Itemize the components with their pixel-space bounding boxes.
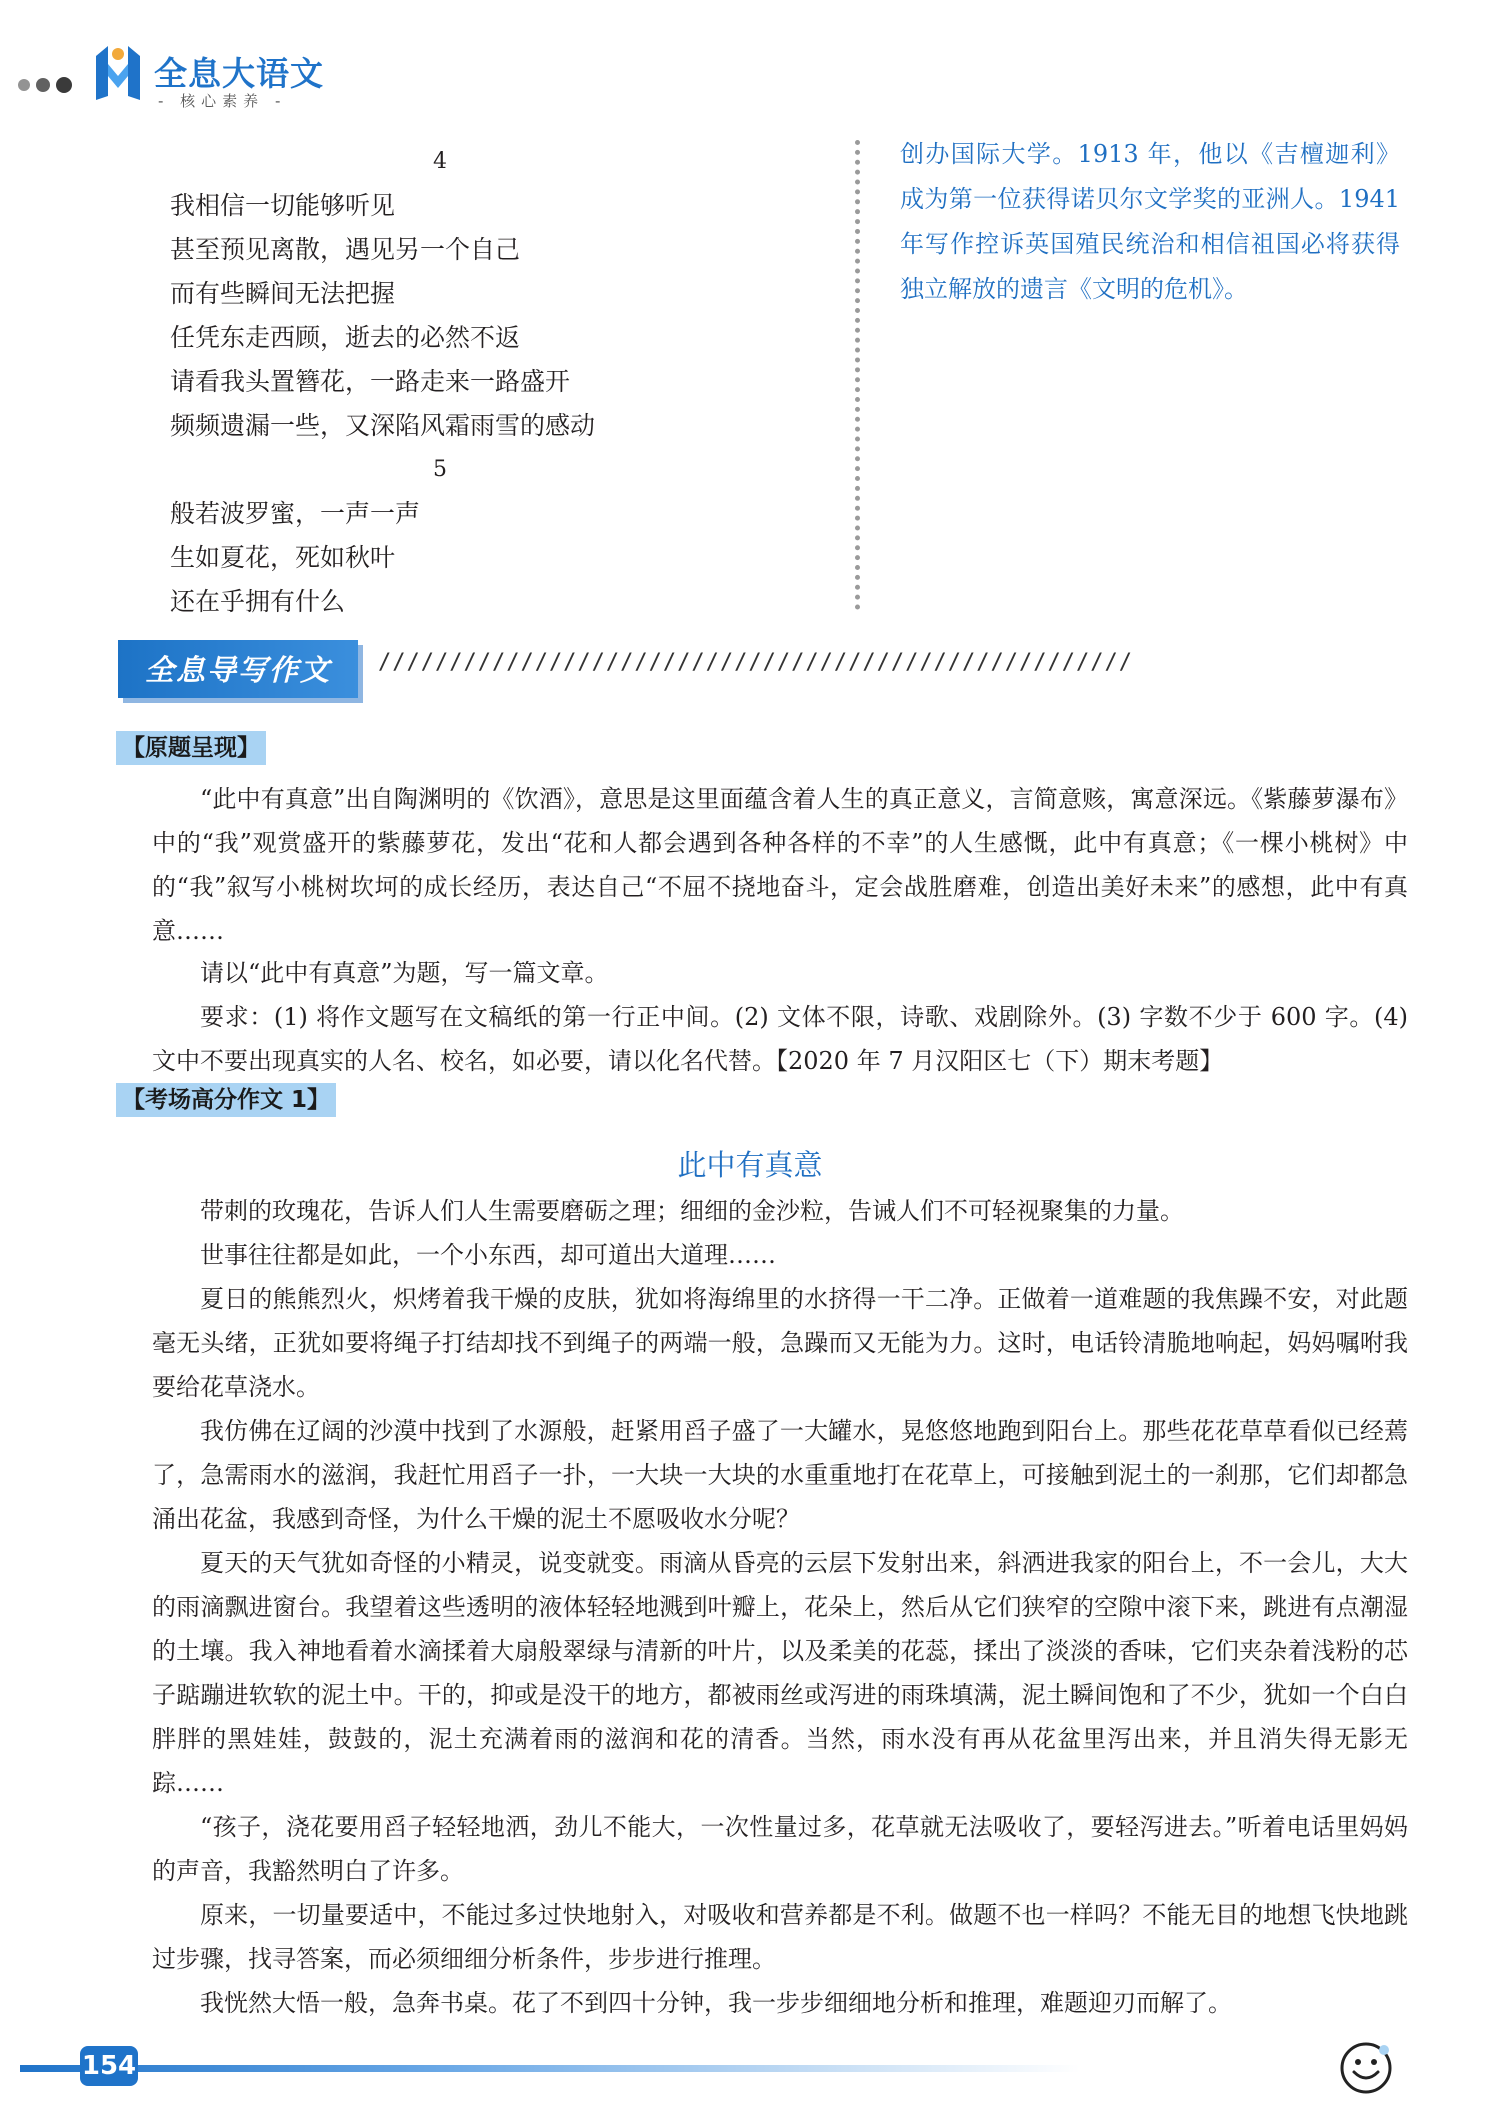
section-banner: [118, 640, 358, 698]
essay-paragraph: 夏日的熊熊烈火，炽烤着我干燥的皮肤，犹如将海绵里的水挤得一干二净。正做着一道难题的我焦躁不安，对此题毫无头绪，正犹如要将绳子打结却找不到绳子的两端一般，急躁而又无能为力。这时，电话铃清脆地响起，妈妈嘱咐我要给花草浇水。: [152, 1285, 1408, 1401]
essay-tag: 【考场高分作文 1】: [116, 1083, 336, 1117]
brand-logo-icon: [92, 42, 144, 104]
banner-rule: /////////////////////////////////////////////////////: [378, 650, 1133, 675]
essay-title: 此中有真意: [677, 1148, 823, 1182]
stanza-number: 4: [433, 149, 447, 174]
essay-paragraph: 世事往往都是如此，一个小东西，却可道出大道理……: [200, 1241, 776, 1269]
essay-paragraph: 带刺的玫瑰花，告诉人们人生需要磨砺之理；细细的金沙粒，告诫人们不可轻视聚集的力量。: [200, 1197, 1184, 1225]
column-divider: [855, 140, 860, 610]
poem-line: 甚至预见离散，遇见另一个自己: [170, 235, 521, 264]
poem-line: 任凭东走西顾，逝去的必然不返: [170, 323, 521, 352]
poem-line: 而有些瞬间无法把握: [170, 279, 396, 308]
essay-paragraph: 我仿佛在辽阔的沙漠中找到了水源般，赶紧用舀子盛了一大罐水，晃悠悠地跑到阳台上。那些花花草草看似已经蔫了，急需雨水的滋润，我赶忙用舀子一扑，一大块一大块的水重重地打在花草上，可接触到泥土的一刹那，它们却都急涌出花盆，我感到奇怪，为什么干燥的泥土不愿吸收水分呢？: [152, 1417, 1408, 1533]
dot-icon: [18, 79, 30, 91]
stanza-number: 5: [433, 457, 447, 482]
brand-subtitle: - 核心素养 -: [158, 92, 287, 110]
dot-icon: [56, 77, 72, 93]
poem-line: 生如夏花，死如秋叶: [170, 543, 396, 572]
poem-line: 频频遗漏一些，又深陷风霜雨雪的感动: [170, 411, 596, 440]
page-number: 154: [80, 2046, 138, 2086]
dot-icon: [36, 78, 50, 92]
essay-paragraph: “孩子，浇花要用舀子轻轻地洒，劲儿不能大，一次性量过多，花草就无法吸收了，要轻泻进去。”听着电话里妈妈的声音，我豁然明白了许多。: [152, 1813, 1408, 1885]
brand-title: 全息大语文: [154, 54, 324, 93]
author-bio: 创办国际大学。1913 年，他以《吉檀迦利》成为第一位获得诺贝尔文学奖的亚洲人。1941 年写作控诉英国殖民统治和相信祖国必将获得独立解放的遗言《文明的危机》。: [900, 140, 1400, 303]
essay-paragraph: 夏天的天气犹如奇怪的小精灵，说变就变。雨滴从昏亮的云层下发射出来，斜洒进我家的阳台上，不一会儿，大大的雨滴飘进窗台。我望着这些透明的液体轻轻地溅到叶瓣上，花朵上，然后从它们狭窄的空隙中滚下来，跳进有点潮湿的土壤。我入神地看着水滴揉着大扇般翠绿与清新的叶片，以及柔美的花蕊，揉出了淡淡的香味，它们夹杂着浅粉的芯子踮蹦进软软的泥土中。干的，抑或是没干的地方，都被雨丝或泻进的雨珠填满，泥土瞬间饱和了不少，犹如一个白白胖胖的黑娃娃，鼓鼓的，泥土充满着雨的滋润和花的清香。当然，雨水没有再从花盆里泻出来，并且消失得无影无踪……: [152, 1549, 1408, 1797]
poem-line: 般若波罗蜜，一声一声: [170, 499, 421, 528]
essay-paragraph: 原来，一切量要适中，不能过多过快地射入，对吸收和营养都是不利。做题不也一样吗？不能无目的地想飞快地跳过步骤，找寻答案，而必须细细分析条件，步步进行推理。: [152, 1901, 1408, 1973]
section-banner-title: 全息导写作文: [144, 653, 331, 687]
essay-paragraph: 我恍然大悟一般，急奔书桌。花了不到四十分钟，我一步步细细地分析和推理，难题迎刃而解了。: [200, 1989, 1232, 2017]
decorative-dots: [18, 74, 78, 93]
poem-line: 还在乎拥有什么: [170, 587, 346, 616]
original-prompt-tag: 【原题呈现】: [116, 731, 266, 765]
smiley-icon: [1338, 2040, 1394, 2096]
prompt-paragraph: 请以“此中有真意”为题，写一篇文章。: [200, 959, 609, 987]
poem-line: 请看我头置簪花，一路走来一路盛开: [170, 367, 571, 396]
prompt-requirements: 要求：(1) 将作文题写在文稿纸的第一行正中间。(2) 文体不限，诗歌、戏剧除外。(3) 字数不少于 600 字。(4) 文中不要出现真实的人名、校名，如必要，请以化名代替。【2020 年 7 月汉阳区七（下）期末考题】: [152, 1003, 1408, 1075]
footer-bar: [20, 2065, 1080, 2072]
poem-line: 我相信一切能够听见: [170, 191, 396, 220]
prompt-paragraph: “此中有真意”出自陶渊明的《饮酒》，意思是这里面蕴含着人生的真正意义，言简意赅，寓意深远。《紫藤萝瀑布》中的“我”观赏盛开的紫藤萝花，发出“花和人都会遇到各种各样的不幸”的人生感慨，此中有真意；《一棵小桃树》中的“我”叙写小桃树坎坷的成长经历，表达自己“不屈不挠地奋斗，定会战胜磨难，创造出美好未来”的感想，此中有真意……: [152, 785, 1408, 945]
poem: [170, 140, 690, 624]
